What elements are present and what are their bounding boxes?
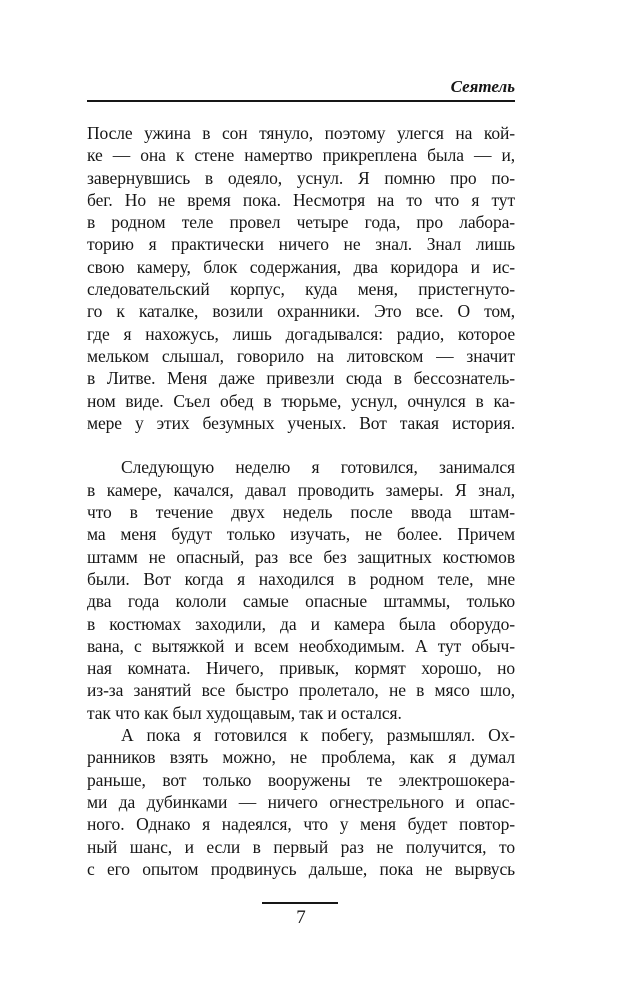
text-line: ма меня будут только изучать, не более. Причем <box>87 524 515 545</box>
text-line: в Литве. Меня даже привезли сюда в бессознатель- <box>87 368 515 389</box>
text-line: ми да дубинками — ничего огнестрельного и опас- <box>87 791 515 812</box>
text-line: два года кололи самые опасные штаммы, только <box>87 591 515 612</box>
text-line: А пока я готовился к побегу, размышлял. Ох- <box>121 725 515 746</box>
text-line: штамм не опасный, раз все без защитных костюмов <box>87 546 515 567</box>
text-line: ном виде. Съел обед в тюрьме, уснул, очнулся в ка- <box>87 390 515 411</box>
text-line: из-за занятий все быстро пролетало, не в мясо шло, <box>87 680 515 701</box>
text-line: в родном теле провел четыре года, про лабора- <box>87 212 515 233</box>
text-line: в костюмах заходили, да и камера была оборудо- <box>87 613 515 634</box>
paragraph-2 <box>87 456 515 724</box>
text-line: свою камеру, блок содержания, два коридора и ис- <box>87 256 515 277</box>
text-line: го к каталке, возили охранники. Это все. О том, <box>87 301 515 322</box>
text-line: что в течение двух недель после ввода штам- <box>87 502 515 523</box>
running-title: Сеятель <box>450 77 515 96</box>
text-line: После ужина в сон тянуло, поэтому улегся на кой- <box>87 123 515 143</box>
text-line: мельком слышал, говорило на литовском — значит <box>87 345 515 366</box>
text-line: ный шанс, и если в первый раз не получится, то <box>87 836 515 857</box>
text-line: ранников взять можно, не проблема, как я думал <box>87 747 515 768</box>
text-line: торию я практически ничего не знал. Знал лишь <box>87 234 515 255</box>
text-line: бег. Но не время пока. Несмотря на то что я тут <box>87 189 515 210</box>
text-line: мере у этих безумных ученых. Вот такая история. <box>87 412 515 433</box>
text-block <box>87 122 515 880</box>
paragraph-1 <box>87 122 515 434</box>
page-number: 7 <box>296 907 306 928</box>
text-line: были. Вот когда я находился в родном теле, мне <box>87 568 515 589</box>
paragraph-3 <box>87 724 515 880</box>
text-line: с его опытом продвинусь дальше, пока не вырвусь <box>87 858 515 879</box>
text-line: Следующую неделю я готовился, занимался <box>121 457 515 478</box>
text-line: ная комната. Ничего, привык, кормят хорошо, но <box>87 658 515 679</box>
text-line: где я нахожусь, лишь догадывался: радио, которое <box>87 323 515 344</box>
text-line: ного. Однако я надеялся, что у меня будет повтор- <box>87 814 515 835</box>
text-line: в камере, качался, давал проводить замеры. Я знал, <box>87 479 515 500</box>
text-line: вана, с вытяжкой и всем необходимым. А тут обыч- <box>87 635 515 656</box>
text-line: следовательский корпус, куда меня, пристегнуто- <box>87 279 515 300</box>
header-rule <box>87 100 515 102</box>
text-line: раньше, вот только вооружены те электрошокера- <box>87 769 515 790</box>
text-line: ке — она к стене намертво прикреплена была — и, <box>87 145 515 166</box>
footer-rule <box>262 902 338 904</box>
text-line: завернувшись в одеяло, уснул. Я помню про по- <box>87 167 515 188</box>
text-line: так что как был худощавым, так и остался. <box>87 702 402 723</box>
